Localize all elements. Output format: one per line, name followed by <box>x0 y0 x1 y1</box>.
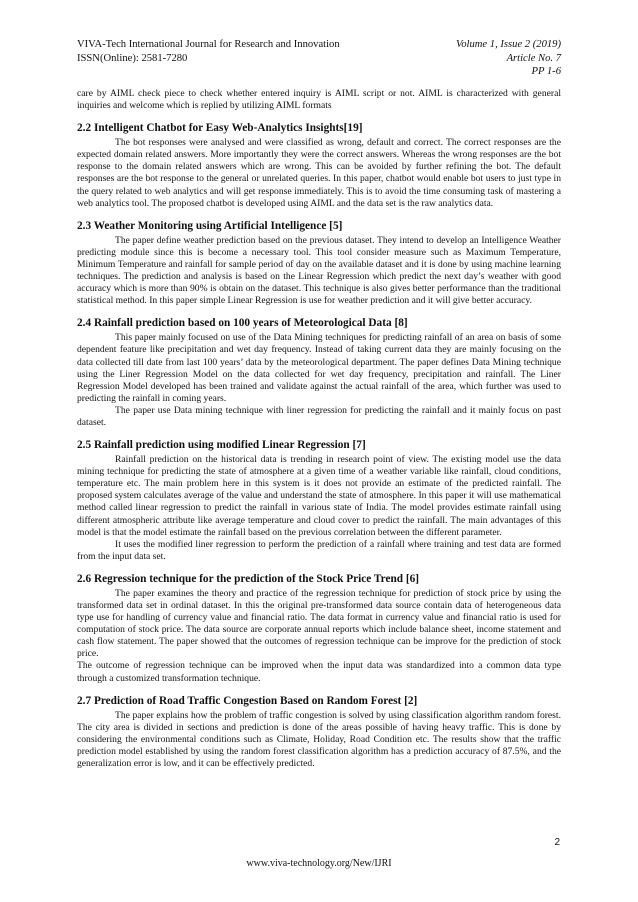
section-heading: 2.4 Rainfall prediction based on 100 years of Meteorological Data [8] <box>77 317 408 330</box>
section-paragraph: It uses the modified liner regression to perform the prediction of a rainfall where training and test data are formed from the input data set. <box>77 538 561 562</box>
section-paragraph: The paper use Data mining technique with liner regression for predicting the rainfall and it mainly focus on past dataset. <box>77 404 561 428</box>
section-paragraph: Rainfall prediction on the historical data is trending in research point of view. The existing model use the data mining technique for predicting the state of atmosphere at a given time of a weather variable like rainfall, cloud conditions, temperature etc. The main problem here in this system is it does not provide an estimate of the predicted rainfall. The proposed system calculates average of the value and understand the state of atmosphere. In this paper it will use mathematical method called linear regression to predict the rainfall in various state of India. The model provides estimate rainfall using different atmospheric attribute like average temperature and cloud cover to predict the rainfall. The main advantages of this model is that the model estimate the rainfall based on the previous correlation between the different parameter. <box>77 454 561 538</box>
issn: ISSN(Online): 2581-7280 <box>77 52 188 64</box>
section-paragraph: The bot responses were analysed and were classified as wrong, default and correct. The correct responses are the expected domain related answers. More importantly they were the correct answers. Whereas the wrong responses are the bot response to the domain related answers which are wrong. This can be avoided by further refining the bot. The default responses are the bot response to the general or unrelated queries. In this paper, chatbot would enable bot users to just type in the query related to web analytics and will get response immediately. This is to avoid the time consuming task of mastering a web analytics tool. The proposed chatbot is developed using AIML and the data set is the raw analytics data. <box>77 137 561 209</box>
section-heading: 2.6 Regression technique for the prediction of the Stock Price Trend [6] <box>77 572 420 585</box>
page-number: 2 <box>554 837 560 848</box>
section-paragraph: The paper explains how the problem of traffic congestion is solved by using classification algorithm random forest. The city area is divided in sections and prediction is done of the areas possible of having heavy traffic. This is done by considering the environmental conditions such as Climate, Holiday, Road Condition etc. The results show that the traffic prediction model established by using the random forest classification algorithm has a prediction accuracy of 87.5%, and the generalization error is low, and it can be effectively predicted. <box>77 709 561 770</box>
volume-issue: Volume 1, Issue 2 (2019) <box>455 39 561 50</box>
section-heading: 2.3 Weather Monitoring using Artificial Intelligence [5] <box>77 219 343 232</box>
page-range: PP 1-6 <box>531 66 561 77</box>
section-heading: 2.7 Prediction of Road Traffic Congestion Based on Random Forest [2] <box>77 694 418 707</box>
section-paragraph: This paper mainly focused on use of the Data Mining techniques for predicting rainfall of an area on basis of some dependent feature like precipitation and wet day frequency. Instead of taking current data they are mainly focusing on the data collected till date from last 100 years’ data by the meteorological department. The paper defines Data Mining technique using the Liner Regression Model on the data collected for wet day frequency, precipitation and rainfall. The Liner Regression Model developed has been trained and validate against the actual rainfall of the area, which further was used to predicting the rainfall in coming years. <box>77 332 561 404</box>
intro-paragraph: care by AIML check piece to check whether entered inquiry is AIML script or not. AIML is characterized with general inquiries and welcome which is replied by utilizing AIML formats <box>77 88 561 112</box>
journal-name: VIVA-Tech International Journal for Research and Innovation <box>77 39 340 50</box>
article-number: Article No. 7 <box>506 52 561 64</box>
section-paragraph: The paper define weather prediction based on the previous dataset. They intend to develop an Intelligence Weather predicting module since this is become a necessary tool. This tool consider measure such as Maximum Temperature, Minimum Temperature and rainfall for sample period of day on the available dataset and it is done by using machine learning techniques. The prediction and analysis is based on the Linear Regression which predict the next day’s weather with good accuracy which is more than 90% is obtain on the dataset. This technique is also gives better performance than the traditional statistical method. In this paper simple Linear Regression is use for weather prediction and it will give better accuracy. <box>77 234 561 307</box>
section-heading: 2.2 Intelligent Chatbot for Easy Web-Analytics Insights[19] <box>77 122 363 135</box>
body-text <box>77 88 561 770</box>
section-paragraph: The paper examines the theory and practice of the regression technique for prediction of stock price by using the transformed data set in ordinal dataset. In this the original pre-transformed data source contain data of heterogeneous data type use for handling of currency value and financial ratio. The data format in currency value and financial ratio is used for computation of stock price. The data source are corporate annual reports which include balance sheet, income statement and cash flow statement. The paper showed that the outcomes of regression technique can be improve for the prediction of stock price. <box>77 587 561 660</box>
footer-url: www.viva-technology.org/New/IJRI <box>246 858 392 869</box>
section-paragraph: The outcome of regression technique can be improved when the input data was standardized into a common data type through a customized transformation technique. <box>77 660 561 684</box>
section-heading: 2.5 Rainfall prediction using modified Linear Regression [7] <box>77 439 366 452</box>
